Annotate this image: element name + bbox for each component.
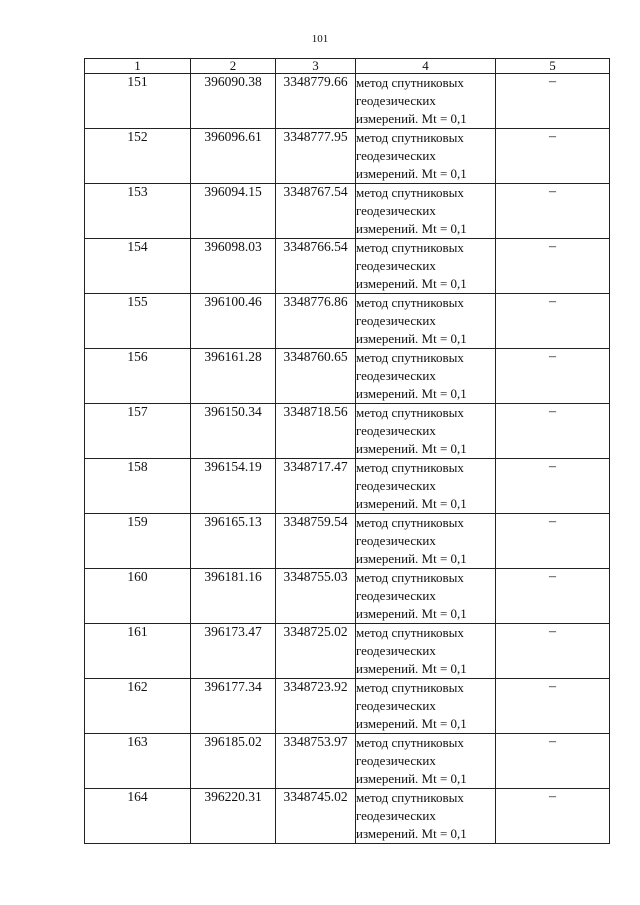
method-line-2: геодезических [356, 753, 436, 768]
note: – [496, 514, 610, 569]
table-row [85, 624, 610, 679]
coord-x: 396181.16 [191, 569, 276, 624]
method-line-1: метод спутниковых [356, 680, 464, 695]
table-row [85, 404, 610, 459]
point-number: 160 [85, 569, 191, 624]
coord-y: 3348717.47 [276, 459, 356, 514]
method-line-3: измерений. Mt = 0,1 [356, 606, 467, 621]
method-line-2: геодезических [356, 643, 436, 658]
coord-x: 396165.13 [191, 514, 276, 569]
header-col-5: 5 [496, 59, 610, 74]
note: – [496, 624, 610, 679]
coordinates-table [84, 58, 610, 844]
method-description [356, 294, 496, 349]
method-line-2: геодезических [356, 808, 436, 823]
table-row [85, 789, 610, 844]
method-line-3: измерений. Mt = 0,1 [356, 716, 467, 731]
method-line-1: метод спутниковых [356, 75, 464, 90]
method-description [356, 514, 496, 569]
method-description [356, 624, 496, 679]
method-line-3: измерений. Mt = 0,1 [356, 771, 467, 786]
method-line-2: геодезических [356, 258, 436, 273]
method-line-3: измерений. Mt = 0,1 [356, 551, 467, 566]
method-line-3: измерений. Mt = 0,1 [356, 496, 467, 511]
table-row [85, 459, 610, 514]
method-line-3: измерений. Mt = 0,1 [356, 166, 467, 181]
note: – [496, 294, 610, 349]
note: – [496, 569, 610, 624]
method-description [356, 734, 496, 789]
method-description [356, 184, 496, 239]
point-number: 154 [85, 239, 191, 294]
coord-y: 3348760.65 [276, 349, 356, 404]
note: – [496, 74, 610, 129]
coord-x: 396161.28 [191, 349, 276, 404]
method-line-3: измерений. Mt = 0,1 [356, 276, 467, 291]
method-description [356, 459, 496, 514]
method-description [356, 129, 496, 184]
method-line-3: измерений. Mt = 0,1 [356, 826, 467, 841]
method-line-3: измерений. Mt = 0,1 [356, 441, 467, 456]
coord-x: 396177.34 [191, 679, 276, 734]
point-number: 161 [85, 624, 191, 679]
method-line-3: измерений. Mt = 0,1 [356, 221, 467, 236]
coord-y: 3348745.02 [276, 789, 356, 844]
point-number: 162 [85, 679, 191, 734]
note: – [496, 789, 610, 844]
point-number: 156 [85, 349, 191, 404]
header-col-3: 3 [276, 59, 356, 74]
header-col-1: 1 [85, 59, 191, 74]
coord-x: 396100.46 [191, 294, 276, 349]
coord-x: 396098.03 [191, 239, 276, 294]
method-line-1: метод спутниковых [356, 240, 464, 255]
point-number: 152 [85, 129, 191, 184]
method-line-2: геодезических [356, 368, 436, 383]
method-line-1: метод спутниковых [356, 405, 464, 420]
table-row [85, 349, 610, 404]
method-description [356, 349, 496, 404]
method-line-2: геодезических [356, 698, 436, 713]
method-line-1: метод спутниковых [356, 295, 464, 310]
note: – [496, 349, 610, 404]
coord-x: 396173.47 [191, 624, 276, 679]
coord-x: 396185.02 [191, 734, 276, 789]
point-number: 151 [85, 74, 191, 129]
method-line-1: метод спутниковых [356, 130, 464, 145]
coord-y: 3348777.95 [276, 129, 356, 184]
method-description [356, 404, 496, 459]
method-line-2: геодезических [356, 588, 436, 603]
coord-y: 3348755.03 [276, 569, 356, 624]
table-row [85, 294, 610, 349]
method-line-2: геодезических [356, 478, 436, 493]
coord-y: 3348725.02 [276, 624, 356, 679]
method-line-1: метод спутниковых [356, 185, 464, 200]
method-line-3: измерений. Mt = 0,1 [356, 111, 467, 126]
table-row [85, 239, 610, 294]
table-row [85, 734, 610, 789]
point-number: 159 [85, 514, 191, 569]
point-number: 155 [85, 294, 191, 349]
method-line-3: измерений. Mt = 0,1 [356, 331, 467, 346]
coord-y: 3348779.66 [276, 74, 356, 129]
table-row [85, 569, 610, 624]
table-body [85, 74, 610, 844]
note: – [496, 459, 610, 514]
method-description [356, 74, 496, 129]
method-line-2: геодезических [356, 148, 436, 163]
method-line-2: геодезических [356, 533, 436, 548]
coord-x: 396096.61 [191, 129, 276, 184]
method-description [356, 569, 496, 624]
coord-x: 396220.31 [191, 789, 276, 844]
method-line-3: измерений. Mt = 0,1 [356, 386, 467, 401]
method-line-2: геодезических [356, 313, 436, 328]
note: – [496, 404, 610, 459]
coord-x: 396154.19 [191, 459, 276, 514]
coord-y: 3348759.54 [276, 514, 356, 569]
point-number: 164 [85, 789, 191, 844]
method-description [356, 239, 496, 294]
point-number: 153 [85, 184, 191, 239]
method-line-3: измерений. Mt = 0,1 [356, 661, 467, 676]
coord-y: 3348723.92 [276, 679, 356, 734]
method-line-2: геодезических [356, 93, 436, 108]
method-description [356, 679, 496, 734]
coord-x: 396094.15 [191, 184, 276, 239]
note: – [496, 129, 610, 184]
table-row [85, 129, 610, 184]
method-description [356, 789, 496, 844]
method-line-1: метод спутниковых [356, 350, 464, 365]
method-line-1: метод спутниковых [356, 790, 464, 805]
point-number: 157 [85, 404, 191, 459]
table-row [85, 679, 610, 734]
point-number: 163 [85, 734, 191, 789]
coord-y: 3348767.54 [276, 184, 356, 239]
coord-y: 3348776.86 [276, 294, 356, 349]
note: – [496, 239, 610, 294]
note: – [496, 679, 610, 734]
method-line-1: метод спутниковых [356, 515, 464, 530]
table-row [85, 74, 610, 129]
method-line-1: метод спутниковых [356, 570, 464, 585]
method-line-2: геодезических [356, 423, 436, 438]
coord-x: 396090.38 [191, 74, 276, 129]
header-col-2: 2 [191, 59, 276, 74]
header-col-4: 4 [356, 59, 496, 74]
coord-y: 3348718.56 [276, 404, 356, 459]
coord-x: 396150.34 [191, 404, 276, 459]
note: – [496, 734, 610, 789]
method-line-1: метод спутниковых [356, 735, 464, 750]
coord-y: 3348766.54 [276, 239, 356, 294]
table-row [85, 184, 610, 239]
method-line-1: метод спутниковых [356, 460, 464, 475]
method-line-1: метод спутниковых [356, 625, 464, 640]
note: – [496, 184, 610, 239]
header-row [85, 59, 610, 74]
page-number: 101 [311, 33, 329, 45]
coord-y: 3348753.97 [276, 734, 356, 789]
table-row [85, 514, 610, 569]
point-number: 158 [85, 459, 191, 514]
method-line-2: геодезических [356, 203, 436, 218]
